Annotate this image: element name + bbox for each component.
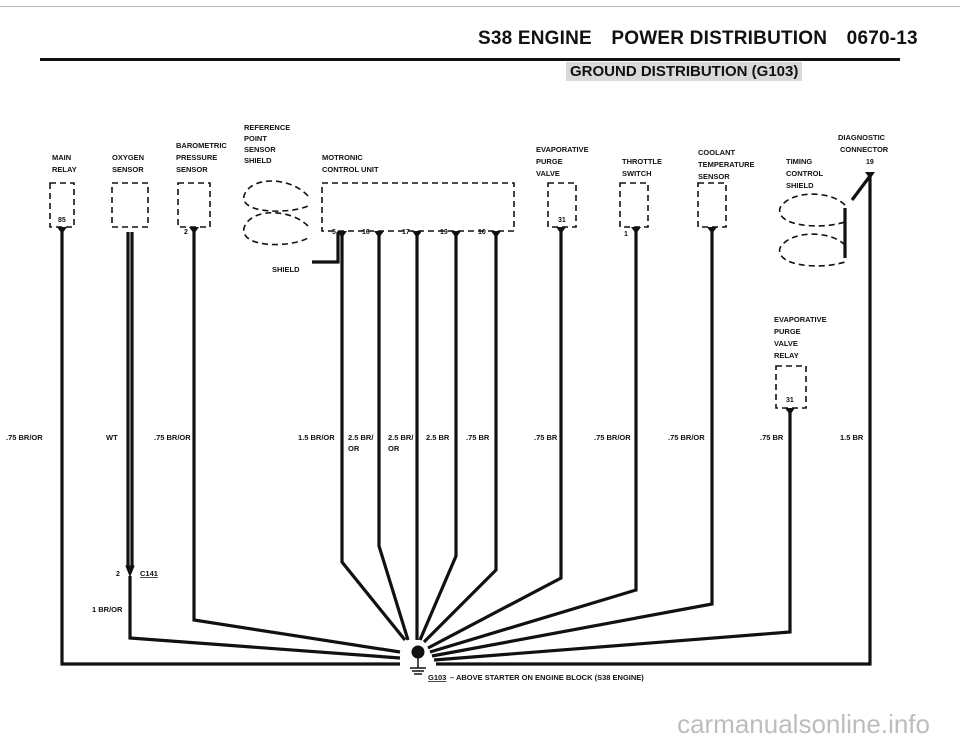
svg-text:BAROMETRIC: BAROMETRIC	[176, 141, 227, 150]
wire-label: 2.5 BR/	[388, 433, 414, 442]
wire-label: .75 BR/OR	[154, 433, 191, 442]
wire-label: .75 BR/OR	[594, 433, 631, 442]
pin-barometric: 2	[184, 229, 188, 236]
throttle-switch-box	[620, 183, 648, 227]
wire-label: .75 BR/OR	[668, 433, 705, 442]
svg-text:SENSOR: SENSOR	[176, 165, 208, 174]
label-coolant-sensor	[698, 148, 755, 181]
svg-text:EVAPORATIVE: EVAPORATIVE	[774, 315, 827, 324]
motronic-box	[322, 183, 514, 231]
label-timing-shield	[786, 157, 823, 190]
svg-text:MOTRONIC: MOTRONIC	[322, 153, 363, 162]
title-section: POWER DISTRIBUTION	[611, 28, 828, 49]
svg-text:OXYGEN: OXYGEN	[112, 153, 145, 162]
svg-text:SHIELD: SHIELD	[786, 181, 814, 190]
svg-text:MAIN: MAIN	[52, 153, 72, 162]
wire-label: OR	[388, 444, 400, 453]
wire-label: .75 BR	[534, 433, 558, 442]
label-barometric-sensor	[176, 141, 227, 174]
wire-label: 2.5 BR	[426, 433, 450, 442]
title-page-number: 0670-13	[846, 28, 918, 49]
svg-text:CONTROL UNIT: CONTROL UNIT	[322, 165, 379, 174]
svg-text:TEMPERATURE: TEMPERATURE	[698, 160, 755, 169]
coolant-sensor-box	[698, 183, 726, 227]
pin-evap-valve: 31	[558, 217, 566, 224]
svg-text:THROTTLE: THROTTLE	[622, 157, 662, 166]
pin-motronic-19: 19	[440, 229, 448, 236]
wire-label: OR	[348, 444, 360, 453]
label-main-relay	[52, 153, 77, 174]
label-reference-sensor	[244, 123, 290, 165]
svg-text:RELAY: RELAY	[774, 351, 799, 360]
svg-text:COOLANT: COOLANT	[698, 148, 736, 157]
pin-motronic-5: 5	[332, 229, 336, 236]
svg-text:VALVE: VALVE	[774, 339, 798, 348]
svg-text:PURGE: PURGE	[536, 157, 563, 166]
svg-text:SENSOR: SENSOR	[112, 165, 144, 174]
ground-name: G103	[428, 673, 447, 682]
wire-label: WT	[106, 433, 118, 442]
svg-text:REFERENCE: REFERENCE	[244, 123, 291, 132]
svg-text:PRESSURE: PRESSURE	[176, 153, 218, 162]
label-shield: SHIELD	[272, 265, 300, 274]
pin-evap-relay: 31	[786, 397, 794, 404]
pin-motronic-10: 10	[478, 229, 486, 236]
pin-motronic-16: 16	[362, 229, 370, 236]
label-motronic	[322, 153, 379, 174]
svg-text:POINT: POINT	[244, 134, 267, 143]
svg-text:SHIELD: SHIELD	[244, 156, 272, 165]
wire-label: 1.5 BR/OR	[298, 433, 335, 442]
wire-label: 1.5 BR	[840, 433, 864, 442]
svg-text:RELAY: RELAY	[52, 165, 77, 174]
label-oxygen-sensor	[112, 153, 144, 174]
svg-text:SENSOR: SENSOR	[244, 145, 276, 154]
svg-text:EVAPORATIVE: EVAPORATIVE	[536, 145, 589, 154]
svg-text:SWITCH: SWITCH	[622, 169, 652, 178]
label-evap-valve	[536, 145, 589, 178]
label-evap-relay	[774, 315, 827, 360]
oxygen-sensor-box	[112, 183, 148, 227]
ground-description: – ABOVE STARTER ON ENGINE BLOCK (S38 ENGINE)	[450, 673, 644, 682]
svg-text:CONTROL: CONTROL	[786, 169, 824, 178]
svg-text:SENSOR: SENSOR	[698, 172, 730, 181]
label-throttle-switch	[622, 157, 662, 178]
connector-name: C141	[140, 569, 158, 578]
pin-motronic-17: 17	[402, 229, 410, 236]
svg-text:VALVE: VALVE	[536, 169, 560, 178]
wire-label: .75 BR	[760, 433, 784, 442]
pin-diag: 19	[866, 159, 874, 166]
barometric-sensor-box	[178, 183, 210, 227]
title-engine: S38 ENGINE	[478, 28, 592, 49]
label-diagnostic-connector	[838, 133, 889, 154]
pin-throttle: 1	[624, 231, 628, 238]
svg-text:TIMING: TIMING	[786, 157, 813, 166]
page-subtitle: GROUND DISTRIBUTION (G103)	[566, 62, 802, 81]
connector-wire-label: 1 BR/OR	[92, 605, 123, 614]
wire-label: .75 BR	[466, 433, 490, 442]
svg-text:DIAGNOSTIC: DIAGNOSTIC	[838, 133, 886, 142]
svg-text:PURGE: PURGE	[774, 327, 801, 336]
svg-text:CONNECTOR: CONNECTOR	[840, 145, 889, 154]
pin-main-relay: 85	[58, 217, 66, 224]
wire-label: .75 BR/OR	[6, 433, 43, 442]
wire-label: 2.5 BR/	[348, 433, 374, 442]
connector-pin: 2	[116, 571, 120, 578]
watermark: carmanualsonline.info	[677, 709, 930, 739]
